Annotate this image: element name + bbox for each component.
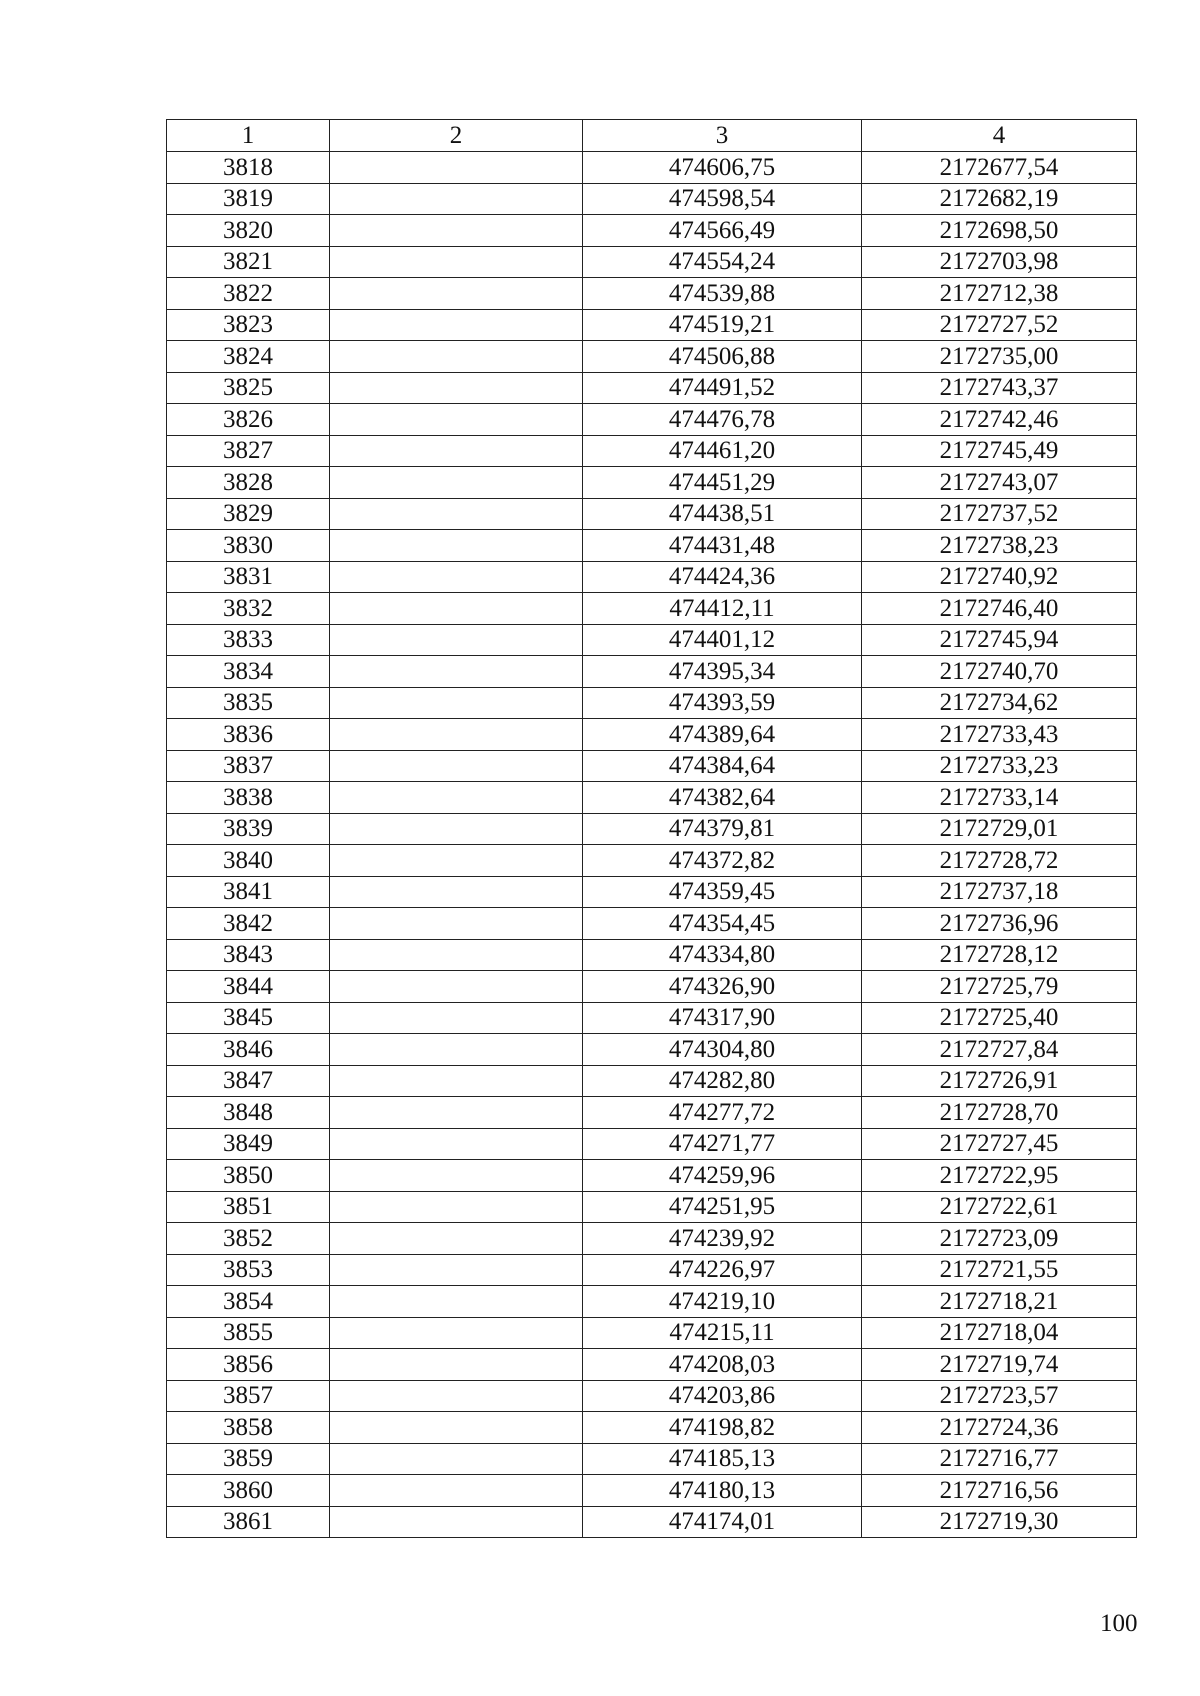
column-header-2: 2	[330, 120, 583, 152]
table-row	[167, 1254, 1137, 1286]
y-coordinate-cell: 2172734,62	[862, 687, 1137, 719]
column-2-cell	[330, 215, 583, 247]
y-coordinate-cell: 2172682,19	[862, 183, 1137, 215]
column-2-cell	[330, 152, 583, 184]
table-row	[167, 813, 1137, 845]
point-number-cell: 3837	[167, 750, 330, 782]
x-coordinate-cell: 474304,80	[583, 1034, 862, 1066]
table-row	[167, 908, 1137, 940]
column-2-cell	[330, 246, 583, 278]
y-coordinate-cell: 2172723,09	[862, 1223, 1137, 1255]
column-2-cell	[330, 813, 583, 845]
y-coordinate-cell: 2172743,07	[862, 467, 1137, 499]
column-2-cell	[330, 1160, 583, 1192]
y-coordinate-cell: 2172712,38	[862, 278, 1137, 310]
column-2-cell	[330, 278, 583, 310]
table-row	[167, 1380, 1137, 1412]
x-coordinate-cell: 474431,48	[583, 530, 862, 562]
point-number-cell: 3853	[167, 1254, 330, 1286]
column-2-cell	[330, 341, 583, 373]
y-coordinate-cell: 2172703,98	[862, 246, 1137, 278]
column-2-cell	[330, 687, 583, 719]
column-2-cell	[330, 1128, 583, 1160]
column-2-cell	[330, 782, 583, 814]
x-coordinate-cell: 474180,13	[583, 1475, 862, 1507]
point-number-cell: 3857	[167, 1380, 330, 1412]
column-2-cell	[330, 1506, 583, 1538]
column-2-cell	[330, 624, 583, 656]
y-coordinate-cell: 2172721,55	[862, 1254, 1137, 1286]
y-coordinate-cell: 2172728,70	[862, 1097, 1137, 1129]
x-coordinate-cell: 474354,45	[583, 908, 862, 940]
y-coordinate-cell: 2172745,94	[862, 624, 1137, 656]
x-coordinate-cell: 474554,24	[583, 246, 862, 278]
x-coordinate-cell: 474395,34	[583, 656, 862, 688]
x-coordinate-cell: 474215,11	[583, 1317, 862, 1349]
column-2-cell	[330, 656, 583, 688]
y-coordinate-cell: 2172729,01	[862, 813, 1137, 845]
point-number-cell: 3861	[167, 1506, 330, 1538]
column-2-cell	[330, 1034, 583, 1066]
x-coordinate-cell: 474334,80	[583, 939, 862, 971]
x-coordinate-cell: 474277,72	[583, 1097, 862, 1129]
column-2-cell	[330, 1317, 583, 1349]
table-row	[167, 530, 1137, 562]
y-coordinate-cell: 2172733,43	[862, 719, 1137, 751]
y-coordinate-cell: 2172716,77	[862, 1443, 1137, 1475]
point-number-cell: 3860	[167, 1475, 330, 1507]
x-coordinate-cell: 474271,77	[583, 1128, 862, 1160]
point-number-cell: 3831	[167, 561, 330, 593]
table-header	[167, 120, 1137, 152]
column-2-cell	[330, 1349, 583, 1381]
x-coordinate-cell: 474185,13	[583, 1443, 862, 1475]
x-coordinate-cell: 474282,80	[583, 1065, 862, 1097]
table-row	[167, 183, 1137, 215]
column-2-cell	[330, 1254, 583, 1286]
column-2-cell	[330, 309, 583, 341]
column-2-cell	[330, 1412, 583, 1444]
y-coordinate-cell: 2172727,84	[862, 1034, 1137, 1066]
table-row	[167, 215, 1137, 247]
y-coordinate-cell: 2172728,12	[862, 939, 1137, 971]
x-coordinate-cell: 474393,59	[583, 687, 862, 719]
y-coordinate-cell: 2172724,36	[862, 1412, 1137, 1444]
column-2-cell	[330, 1065, 583, 1097]
table-row	[167, 152, 1137, 184]
column-2-cell	[330, 404, 583, 436]
point-number-cell: 3823	[167, 309, 330, 341]
y-coordinate-cell: 2172725,79	[862, 971, 1137, 1003]
x-coordinate-cell: 474401,12	[583, 624, 862, 656]
table-row	[167, 971, 1137, 1003]
point-number-cell: 3836	[167, 719, 330, 751]
column-2-cell	[330, 1097, 583, 1129]
y-coordinate-cell: 2172740,70	[862, 656, 1137, 688]
x-coordinate-cell: 474412,11	[583, 593, 862, 625]
point-number-cell: 3827	[167, 435, 330, 467]
column-2-cell	[330, 908, 583, 940]
table-row	[167, 1097, 1137, 1129]
point-number-cell: 3825	[167, 372, 330, 404]
x-coordinate-cell: 474372,82	[583, 845, 862, 877]
column-2-cell	[330, 498, 583, 530]
column-2-cell	[330, 1002, 583, 1034]
y-coordinate-cell: 2172743,37	[862, 372, 1137, 404]
column-2-cell	[330, 719, 583, 751]
y-coordinate-cell: 2172722,61	[862, 1191, 1137, 1223]
x-coordinate-cell: 474476,78	[583, 404, 862, 436]
table-row	[167, 1475, 1137, 1507]
x-coordinate-cell: 474203,86	[583, 1380, 862, 1412]
table-row	[167, 246, 1137, 278]
table-row	[167, 435, 1137, 467]
x-coordinate-cell: 474259,96	[583, 1160, 862, 1192]
column-2-cell	[330, 1475, 583, 1507]
column-2-cell	[330, 845, 583, 877]
table-row	[167, 1065, 1137, 1097]
x-coordinate-cell: 474606,75	[583, 152, 862, 184]
x-coordinate-cell: 474226,97	[583, 1254, 862, 1286]
column-2-cell	[330, 530, 583, 562]
point-number-cell: 3838	[167, 782, 330, 814]
point-number-cell: 3821	[167, 246, 330, 278]
table-row	[167, 719, 1137, 751]
table-row	[167, 750, 1137, 782]
table-row	[167, 1286, 1137, 1318]
y-coordinate-cell: 2172746,40	[862, 593, 1137, 625]
column-header-3: 3	[583, 120, 862, 152]
point-number-cell: 3818	[167, 152, 330, 184]
point-number-cell: 3830	[167, 530, 330, 562]
table-row	[167, 782, 1137, 814]
x-coordinate-cell: 474174,01	[583, 1506, 862, 1538]
point-number-cell: 3841	[167, 876, 330, 908]
point-number-cell: 3855	[167, 1317, 330, 1349]
column-2-cell	[330, 750, 583, 782]
table-row	[167, 1002, 1137, 1034]
y-coordinate-cell: 2172740,92	[862, 561, 1137, 593]
table-row	[167, 372, 1137, 404]
page-number: 100	[1100, 1610, 1138, 1637]
table-row	[167, 687, 1137, 719]
table-row	[167, 561, 1137, 593]
x-coordinate-cell: 474198,82	[583, 1412, 862, 1444]
y-coordinate-cell: 2172716,56	[862, 1475, 1137, 1507]
point-number-cell: 3843	[167, 939, 330, 971]
y-coordinate-cell: 2172719,74	[862, 1349, 1137, 1381]
y-coordinate-cell: 2172733,14	[862, 782, 1137, 814]
y-coordinate-cell: 2172726,91	[862, 1065, 1137, 1097]
point-number-cell: 3844	[167, 971, 330, 1003]
y-coordinate-cell: 2172677,54	[862, 152, 1137, 184]
column-2-cell	[330, 939, 583, 971]
y-coordinate-cell: 2172722,95	[862, 1160, 1137, 1192]
table-row	[167, 876, 1137, 908]
table-row	[167, 498, 1137, 530]
table-row	[167, 341, 1137, 373]
y-coordinate-cell: 2172718,04	[862, 1317, 1137, 1349]
x-coordinate-cell: 474379,81	[583, 813, 862, 845]
x-coordinate-cell: 474451,29	[583, 467, 862, 499]
x-coordinate-cell: 474384,64	[583, 750, 862, 782]
table-row	[167, 309, 1137, 341]
table-row	[167, 1191, 1137, 1223]
table-row	[167, 1128, 1137, 1160]
table-row	[167, 278, 1137, 310]
x-coordinate-cell: 474251,95	[583, 1191, 862, 1223]
x-coordinate-cell: 474519,21	[583, 309, 862, 341]
table-body	[167, 152, 1137, 1538]
point-number-cell: 3839	[167, 813, 330, 845]
x-coordinate-cell: 474326,90	[583, 971, 862, 1003]
y-coordinate-cell: 2172728,72	[862, 845, 1137, 877]
x-coordinate-cell: 474566,49	[583, 215, 862, 247]
column-2-cell	[330, 1380, 583, 1412]
y-coordinate-cell: 2172745,49	[862, 435, 1137, 467]
point-number-cell: 3826	[167, 404, 330, 436]
point-number-cell: 3822	[167, 278, 330, 310]
x-coordinate-cell: 474317,90	[583, 1002, 862, 1034]
table-row	[167, 1034, 1137, 1066]
coordinates-table	[166, 119, 1137, 1538]
point-number-cell: 3819	[167, 183, 330, 215]
table-row	[167, 593, 1137, 625]
y-coordinate-cell: 2172735,00	[862, 341, 1137, 373]
table-row	[167, 1317, 1137, 1349]
point-number-cell: 3847	[167, 1065, 330, 1097]
x-coordinate-cell: 474219,10	[583, 1286, 862, 1318]
y-coordinate-cell: 2172733,23	[862, 750, 1137, 782]
x-coordinate-cell: 474382,64	[583, 782, 862, 814]
table-row	[167, 1160, 1137, 1192]
table-row	[167, 624, 1137, 656]
point-number-cell: 3824	[167, 341, 330, 373]
x-coordinate-cell: 474359,45	[583, 876, 862, 908]
point-number-cell: 3842	[167, 908, 330, 940]
column-header-1: 1	[167, 120, 330, 152]
point-number-cell: 3854	[167, 1286, 330, 1318]
x-coordinate-cell: 474506,88	[583, 341, 862, 373]
y-coordinate-cell: 2172719,30	[862, 1506, 1137, 1538]
column-2-cell	[330, 435, 583, 467]
point-number-cell: 3835	[167, 687, 330, 719]
x-coordinate-cell: 474461,20	[583, 435, 862, 467]
x-coordinate-cell: 474208,03	[583, 1349, 862, 1381]
point-number-cell: 3828	[167, 467, 330, 499]
table-row	[167, 1349, 1137, 1381]
y-coordinate-cell: 2172727,52	[862, 309, 1137, 341]
y-coordinate-cell: 2172742,46	[862, 404, 1137, 436]
header-row	[167, 120, 1137, 152]
y-coordinate-cell: 2172737,52	[862, 498, 1137, 530]
table-row	[167, 656, 1137, 688]
table-row	[167, 1506, 1137, 1538]
y-coordinate-cell: 2172737,18	[862, 876, 1137, 908]
point-number-cell: 3833	[167, 624, 330, 656]
point-number-cell: 3820	[167, 215, 330, 247]
point-number-cell: 3846	[167, 1034, 330, 1066]
column-2-cell	[330, 1286, 583, 1318]
y-coordinate-cell: 2172698,50	[862, 215, 1137, 247]
table-row	[167, 845, 1137, 877]
x-coordinate-cell: 474424,36	[583, 561, 862, 593]
point-number-cell: 3852	[167, 1223, 330, 1255]
column-2-cell	[330, 561, 583, 593]
point-number-cell: 3840	[167, 845, 330, 877]
x-coordinate-cell: 474389,64	[583, 719, 862, 751]
y-coordinate-cell: 2172725,40	[862, 1002, 1137, 1034]
x-coordinate-cell: 474491,52	[583, 372, 862, 404]
point-number-cell: 3850	[167, 1160, 330, 1192]
point-number-cell: 3856	[167, 1349, 330, 1381]
table-row	[167, 1443, 1137, 1475]
point-number-cell: 3845	[167, 1002, 330, 1034]
point-number-cell: 3849	[167, 1128, 330, 1160]
table-row	[167, 939, 1137, 971]
column-2-cell	[330, 1191, 583, 1223]
column-2-cell	[330, 183, 583, 215]
column-2-cell	[330, 372, 583, 404]
point-number-cell: 3851	[167, 1191, 330, 1223]
y-coordinate-cell: 2172723,57	[862, 1380, 1137, 1412]
table-row	[167, 467, 1137, 499]
y-coordinate-cell: 2172727,45	[862, 1128, 1137, 1160]
y-coordinate-cell: 2172736,96	[862, 908, 1137, 940]
point-number-cell: 3859	[167, 1443, 330, 1475]
column-2-cell	[330, 971, 583, 1003]
table-row	[167, 1412, 1137, 1444]
x-coordinate-cell: 474598,54	[583, 183, 862, 215]
point-number-cell: 3858	[167, 1412, 330, 1444]
column-2-cell	[330, 467, 583, 499]
point-number-cell: 3834	[167, 656, 330, 688]
column-2-cell	[330, 1223, 583, 1255]
table-row	[167, 1223, 1137, 1255]
y-coordinate-cell: 2172738,23	[862, 530, 1137, 562]
y-coordinate-cell: 2172718,21	[862, 1286, 1137, 1318]
column-2-cell	[330, 593, 583, 625]
point-number-cell: 3829	[167, 498, 330, 530]
x-coordinate-cell: 474539,88	[583, 278, 862, 310]
point-number-cell: 3848	[167, 1097, 330, 1129]
column-2-cell	[330, 1443, 583, 1475]
point-number-cell: 3832	[167, 593, 330, 625]
x-coordinate-cell: 474239,92	[583, 1223, 862, 1255]
column-header-4: 4	[862, 120, 1137, 152]
column-2-cell	[330, 876, 583, 908]
x-coordinate-cell: 474438,51	[583, 498, 862, 530]
table-row	[167, 404, 1137, 436]
